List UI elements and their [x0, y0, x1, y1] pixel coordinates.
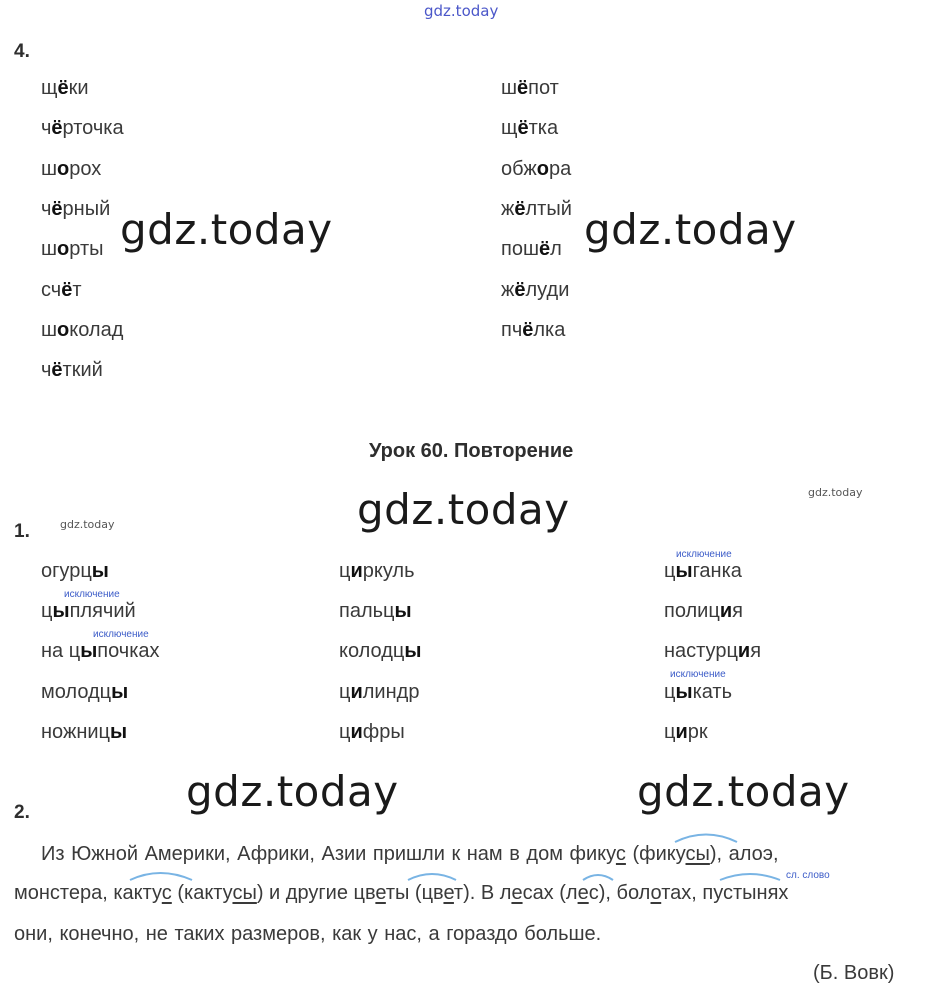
word-part: плячий [69, 600, 136, 623]
word-item [339, 681, 419, 704]
highlighted-letter: о [57, 238, 70, 261]
vowel-underlined: о [650, 882, 662, 904]
word-item [501, 319, 565, 342]
root-arc [130, 873, 192, 880]
vowel-underlined: е [511, 882, 523, 904]
watermark-small: gdz.today [60, 518, 115, 531]
word-part: пот [528, 77, 559, 99]
word-part: ножниц [41, 720, 110, 743]
highlighted-letter: ы [52, 600, 70, 623]
word-item [41, 238, 103, 261]
root-arc [720, 874, 780, 880]
highlighted-letter: о [57, 318, 70, 341]
word-part: луди [525, 278, 570, 301]
watermark-big: gdz.today [584, 205, 797, 254]
word-item [41, 600, 136, 623]
text-segment: сах (л [522, 882, 578, 904]
word-kaktus [113, 882, 171, 904]
word-part: ч [41, 359, 52, 382]
text-segment: цв [353, 882, 376, 904]
highlighted-letter: и [675, 720, 688, 743]
word-part: обж [501, 157, 537, 180]
highlighted-letter: ы [91, 560, 109, 582]
highlighted-letter: ё [539, 238, 551, 261]
word-item [41, 640, 160, 663]
related-word-label: сл. слово [786, 870, 830, 881]
word-part: пальц [339, 600, 395, 623]
word-part: ц [339, 720, 351, 743]
word-part: ганка [692, 560, 742, 582]
exercise-1-number: 1. [14, 521, 30, 542]
word-part: ш [41, 157, 58, 180]
highlighted-letter: и [350, 560, 363, 582]
text-segment: монстера, [14, 882, 114, 904]
word-part: ц [339, 560, 351, 582]
highlighted-letter: ё [51, 197, 63, 220]
word-part: ш [41, 238, 58, 261]
highlighted-letter: ы [404, 640, 422, 663]
highlighted-letter: ы [675, 680, 693, 703]
lesson-title: Урок 60. Повторение [369, 440, 574, 462]
highlighted-letter: ё [514, 278, 526, 301]
word-part: кать [692, 680, 733, 703]
word-part: колодц [339, 640, 405, 663]
word-part: пч [501, 318, 523, 341]
text-segment: бол [616, 882, 651, 904]
word-item [339, 721, 405, 744]
word-part: фры [362, 720, 405, 743]
highlighted-letter: ё [51, 117, 63, 140]
paragraph-line-3: они, конечно, не таких размеров, как у нас, а гораздо больше. [14, 923, 602, 945]
paragraph-line-2 [14, 882, 788, 905]
exercise-2-number: 2. [14, 802, 30, 823]
word-part: щ [501, 117, 518, 140]
word-item [664, 640, 761, 663]
highlighted-letter: ё [61, 278, 73, 301]
word-item [664, 721, 708, 744]
text-segment: л [499, 882, 512, 904]
highlighted-letter: и [350, 720, 363, 743]
text-segment: тах, пустынях [661, 882, 789, 904]
word-item [41, 77, 89, 100]
word-part: ж [501, 278, 515, 301]
root-arc [408, 874, 456, 880]
word-part: почках [97, 640, 160, 663]
word-part: щ [41, 77, 58, 99]
highlighted-letter: и [350, 680, 363, 703]
word-part: пош [501, 238, 539, 261]
root-arc [583, 875, 613, 880]
word-item [41, 158, 101, 181]
text-segment: с), [588, 882, 617, 904]
highlighted-letter: ё [517, 77, 529, 99]
watermark-big: gdz.today [637, 767, 850, 816]
watermark-big: gdz.today [120, 205, 333, 254]
word-item [41, 560, 109, 583]
word-part: ткий [62, 359, 103, 382]
word-item [664, 600, 743, 623]
word-part: ш [41, 318, 58, 341]
word-item [339, 640, 421, 663]
word-part: т [72, 278, 82, 301]
word-part: лтый [525, 197, 572, 220]
text-segment: (какту [171, 882, 233, 904]
word-part: на ц [41, 640, 81, 663]
word-part: рный [62, 197, 111, 220]
highlighted-letter: ы [394, 600, 412, 623]
vowel-underlined: е [375, 882, 386, 904]
word-part: рты [69, 238, 104, 261]
vowel-underlined: е [443, 882, 454, 904]
word-part: ки [68, 77, 89, 99]
word-part: ц [41, 600, 53, 623]
vowel-underlined: е [577, 882, 589, 904]
word-item [339, 560, 415, 583]
word-part: ш [501, 77, 518, 99]
watermark-big: gdz.today [357, 485, 570, 534]
word-part: ц [664, 720, 676, 743]
word-part: рох [69, 157, 102, 180]
word-item [501, 198, 572, 221]
word-part: ра [548, 157, 572, 180]
word-part: я [750, 640, 762, 663]
highlighted-letter: о [536, 157, 549, 180]
exception-label: исключение [670, 669, 726, 680]
root-arc [675, 835, 737, 843]
exception-label: исключение [93, 629, 149, 640]
word-part: ч [41, 197, 52, 220]
word-item [501, 77, 559, 100]
word-part: ж [501, 197, 515, 220]
highlighted-letter: ы [80, 640, 98, 663]
exercise-4-number: 4. [14, 41, 30, 62]
highlighted-letter: ы [110, 720, 128, 743]
word-part: молодц [41, 680, 112, 703]
text-segment: т). В [453, 882, 500, 904]
word-item [339, 600, 412, 623]
word-part: огурц [41, 560, 92, 582]
ending-underlined: с [615, 843, 626, 865]
highlighted-letter: и [737, 640, 751, 663]
word-part: полиц [664, 600, 720, 623]
word-part: ркуль [362, 560, 415, 582]
word-item [501, 279, 569, 302]
word-part: я [732, 600, 743, 623]
exception-label: исключение [64, 589, 120, 600]
word-part: настурц [664, 640, 738, 663]
word-item [41, 198, 110, 221]
word-item [41, 681, 128, 704]
highlighted-letter: ё [517, 117, 529, 140]
word-item [664, 560, 742, 583]
text-segment: (фику [625, 843, 686, 865]
ending-underlined: сы [232, 882, 257, 904]
word-part: рк [687, 720, 708, 743]
ending-underlined: с [161, 882, 172, 904]
text-segment: Из Южной Америки, Африки, Азии пришли к нам в дом фику [41, 843, 616, 865]
watermark-top: gdz.today [424, 2, 499, 20]
highlighted-letter: ё [51, 359, 63, 382]
author: (Б. Вовк) [813, 962, 895, 984]
paragraph-line-1 [41, 843, 779, 866]
ending-underlined: сы [685, 843, 710, 865]
word-item [41, 117, 124, 140]
word-part: ц [339, 680, 351, 703]
highlighted-letter: ы [675, 560, 693, 582]
word-item [501, 158, 571, 181]
word-item [664, 681, 732, 704]
word-part: лка [533, 318, 566, 341]
word-part: ц [664, 560, 676, 582]
highlighted-letter: и [719, 600, 733, 623]
highlighted-letter: ё [522, 318, 534, 341]
word-part: л [550, 238, 562, 261]
highlighted-letter: ё [57, 77, 69, 99]
highlighted-letter: ы [111, 680, 129, 703]
text-segment: ты (цв [385, 882, 444, 904]
watermark-big: gdz.today [186, 767, 399, 816]
word-part: ч [41, 117, 52, 140]
word-item [41, 721, 127, 744]
exception-label: исключение [676, 549, 732, 560]
word-item [501, 238, 562, 261]
word-item [41, 359, 103, 382]
highlighted-letter: ё [514, 197, 526, 220]
word-item [41, 279, 82, 302]
text-segment: ) и другие [256, 882, 354, 904]
text-segment: кактус [113, 882, 172, 904]
word-part: ц [664, 680, 676, 703]
word-part: сч [41, 278, 62, 301]
highlighted-letter: о [57, 157, 70, 180]
word-part: колад [69, 318, 124, 341]
watermark-small: gdz.today [808, 486, 863, 499]
word-part: рточка [62, 117, 124, 140]
word-part: тка [528, 117, 559, 140]
word-part: линдр [362, 680, 420, 703]
text-segment: ), алоэ, [709, 843, 779, 865]
word-item [501, 117, 558, 140]
word-item [41, 319, 123, 342]
